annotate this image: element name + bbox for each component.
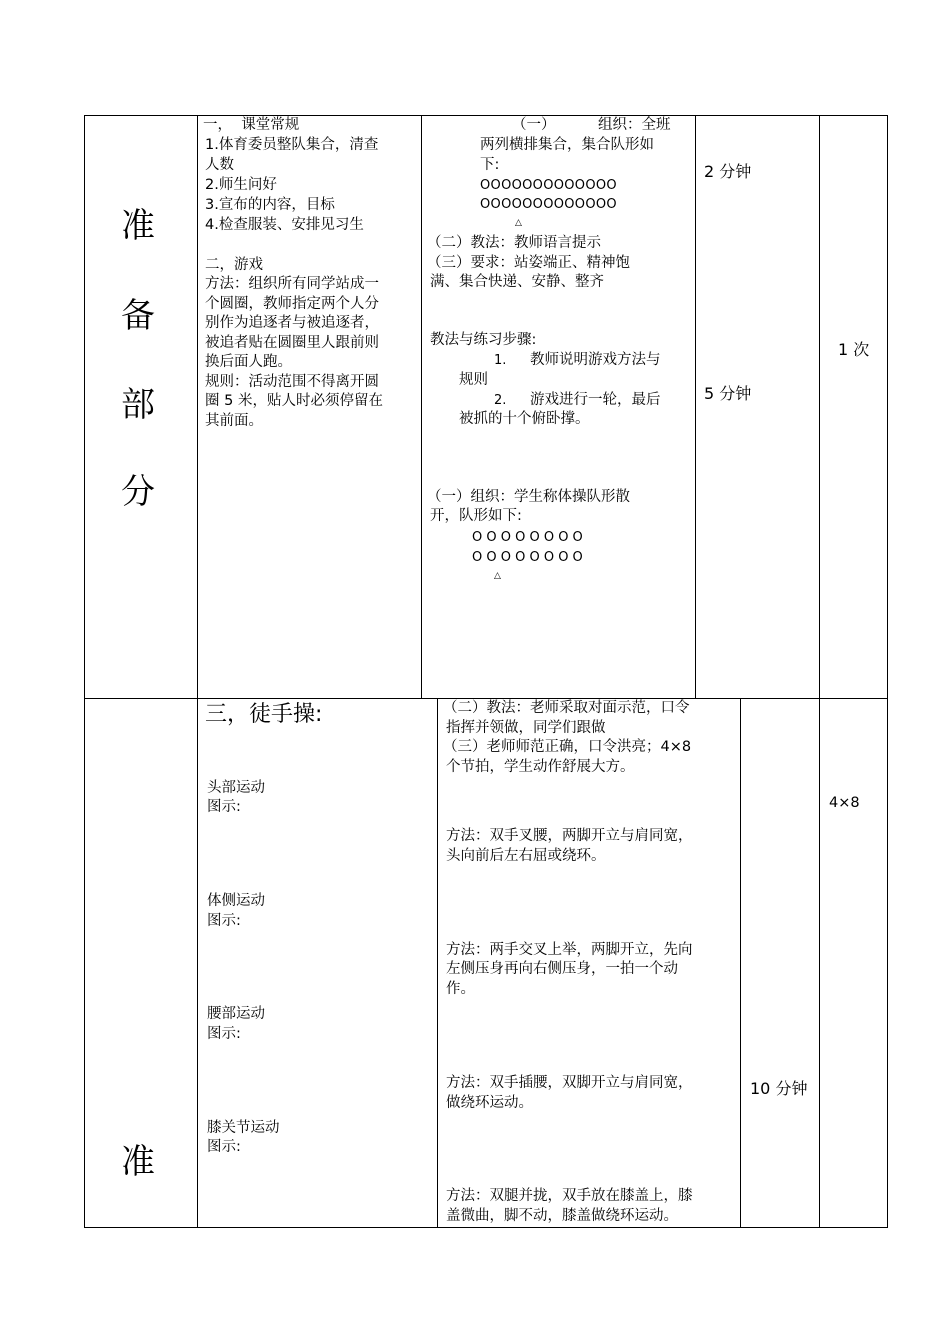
game-line: 别作为追逐者与被追逐者， xyxy=(205,315,379,331)
method-line: 方法：双手插腰，双脚开立与肩同宽， xyxy=(446,1075,693,1091)
section-label-char: 分 xyxy=(121,472,155,512)
org-line: 两列横排集合，集合队形如 xyxy=(480,137,654,153)
method-line: 左侧压身再向右侧压身，一拍一个动 xyxy=(446,961,678,977)
time-cell: 2 分钟 xyxy=(704,162,752,181)
routine-item: 2.师生问好 xyxy=(205,177,277,193)
exercise-diagram-label: 图示: xyxy=(207,1026,241,1042)
exercise-name: 体侧运动 xyxy=(207,893,265,909)
formation-row: OOOOOOOOOOOOO xyxy=(480,178,617,193)
routine-title: 一， 课堂常规 xyxy=(203,117,300,133)
section-label-char: 备 xyxy=(121,296,155,336)
formation-row: O O O O O O O O xyxy=(472,530,583,545)
routine-item: 4.检查服装、安排见习生 xyxy=(205,217,364,233)
org-heading-b: 组织：全班 xyxy=(598,117,671,133)
step-line: 教师说明游戏方法与 xyxy=(530,352,661,368)
exercise-name: 腰部运动 xyxy=(207,1006,265,1022)
count-cell: 4×8 xyxy=(829,795,860,811)
game-line: 被追者贴在圆圈里人跟前则 xyxy=(205,335,379,351)
teach-line: （二）教法：老师采取对面示范，口令 xyxy=(443,700,690,716)
section-label-char: 准 xyxy=(121,206,155,246)
game-line: 圈 5 米，贴人时必须停留在 xyxy=(205,393,383,409)
method-line: 盖微曲，脚不动，膝盖做绕环运动。 xyxy=(446,1208,678,1224)
method-line: 做绕环运动。 xyxy=(446,1095,533,1111)
formation-row: OOOOOOOOOOOOO xyxy=(480,197,617,212)
section-label-char: 准 xyxy=(121,1142,155,1182)
time-cell: 5 分钟 xyxy=(704,384,752,403)
require-line: （三）老师师范正确，口令洪亮；4×8 xyxy=(443,739,692,755)
method-line: （二）教法：教师语言提示 xyxy=(427,235,601,251)
step-number: 2. xyxy=(494,393,507,408)
game-title: 二，游戏 xyxy=(205,257,263,273)
step-line: 规则 xyxy=(459,372,488,388)
exercise-diagram-label: 图示: xyxy=(207,913,241,929)
section-label-char: 部 xyxy=(121,385,155,425)
teacher-triangle-icon: △ xyxy=(494,571,501,581)
game-line: 规则：活动范围不得离开圆 xyxy=(205,374,379,390)
method-line: 方法：双手叉腰，两脚开立与肩同宽， xyxy=(446,828,693,844)
org2-line: （一）组织：学生称体操队形散 xyxy=(427,489,630,505)
exercise-section-title: 三，徒手操: xyxy=(205,702,323,727)
method-line: 方法：两手交叉上举，两脚开立，先向 xyxy=(446,942,693,958)
method-line: 方法：双腿并拢，双手放在膝盖上，膝 xyxy=(446,1188,693,1204)
steps-title: 教法与练习步骤: xyxy=(430,332,537,348)
teach-line: 指挥并领做，同学们跟做 xyxy=(446,720,606,736)
method-line: 作。 xyxy=(446,981,475,997)
routine-item: 3.宣布的内容，目标 xyxy=(205,197,335,213)
method-line: 头向前后左右屈或绕环。 xyxy=(446,848,606,864)
require-line: 满、集合快递、安静、整齐 xyxy=(430,274,604,290)
time-cell: 10 分钟 xyxy=(750,1079,808,1098)
exercise-diagram-label: 图示: xyxy=(207,1139,241,1155)
count-cell: 1 次 xyxy=(838,340,870,359)
teacher-triangle-icon: △ xyxy=(515,218,522,228)
exercise-name: 膝关节运动 xyxy=(207,1120,280,1136)
formation-row: O O O O O O O O xyxy=(472,550,583,565)
game-line: 其前面。 xyxy=(205,413,263,429)
game-line: 方法：组织所有同学站成一 xyxy=(205,276,379,292)
step-line: 游戏进行一轮，最后 xyxy=(530,392,661,408)
require-line: （三）要求：站姿端正、精神饱 xyxy=(427,255,630,271)
org2-line: 开，队形如下: xyxy=(430,508,522,524)
org-heading-a: （一） xyxy=(512,117,556,133)
require-line: 个节拍，学生动作舒展大方。 xyxy=(446,759,635,775)
routine-item: 1.体育委员整队集合，清查 xyxy=(205,137,379,153)
exercise-diagram-label: 图示: xyxy=(207,799,241,815)
game-line: 换后面人跑。 xyxy=(205,354,292,370)
step-line: 被抓的十个俯卧撑。 xyxy=(459,411,590,427)
org-line: 下: xyxy=(480,157,500,173)
routine-item: 人数 xyxy=(205,157,234,173)
step-number: 1. xyxy=(494,353,507,368)
exercise-name: 头部运动 xyxy=(207,780,265,796)
game-line: 个圆圈，教师指定两个人分 xyxy=(205,296,379,312)
